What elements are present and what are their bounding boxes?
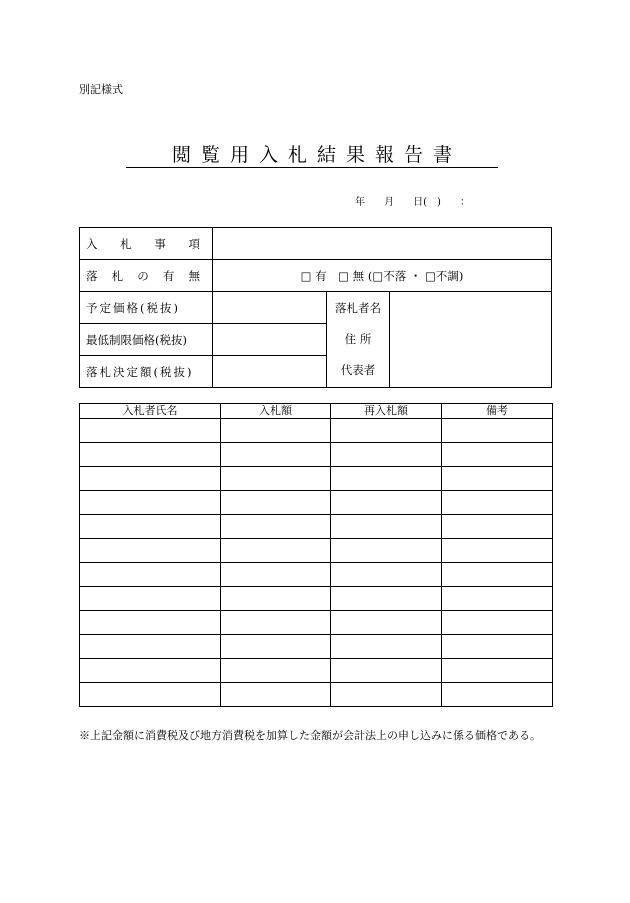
- winner-representative-label: 代表者: [340, 363, 376, 377]
- label-char: の: [137, 268, 151, 283]
- rebid-amount-cell[interactable]: [331, 491, 442, 515]
- winner-address-label: 住 所: [344, 332, 372, 346]
- year-label: 年: [355, 197, 365, 208]
- minimum-price-label: 最低制限価格(税抜): [80, 324, 213, 356]
- bid-summary-table: [79, 227, 552, 388]
- rebid-amount-cell[interactable]: [331, 635, 442, 659]
- bidder-name-cell[interactable]: [80, 539, 221, 563]
- rebid-amount-cell[interactable]: [331, 683, 442, 707]
- time-label: ：: [460, 197, 471, 208]
- table-row: [80, 683, 553, 707]
- bid-amount-cell[interactable]: [221, 515, 331, 539]
- bid-amount-cell[interactable]: [221, 635, 331, 659]
- bidder-name-cell[interactable]: [80, 587, 221, 611]
- bidder-name-cell[interactable]: [80, 491, 221, 515]
- bidder-name-cell[interactable]: [80, 635, 221, 659]
- bid-amount-cell[interactable]: [221, 563, 331, 587]
- table-row: [80, 635, 553, 659]
- bidder-name-cell[interactable]: [80, 443, 221, 467]
- winner-info-value[interactable]: [390, 292, 552, 388]
- bidder-name-cell[interactable]: [80, 467, 221, 491]
- table-row: [80, 563, 553, 587]
- bid-item-label-text: [86, 236, 212, 252]
- award-status-label: [80, 260, 213, 292]
- bid-amount-cell[interactable]: [221, 491, 331, 515]
- rebid-amount-cell[interactable]: [331, 419, 442, 443]
- title-underline: [126, 143, 498, 168]
- remarks-cell[interactable]: [442, 683, 553, 707]
- label-char: 入: [86, 236, 100, 251]
- table-row: [80, 443, 553, 467]
- remarks-cell[interactable]: [442, 539, 553, 563]
- rebid-amount-cell[interactable]: [331, 611, 442, 635]
- month-label: 月: [384, 197, 395, 208]
- bid-amount-cell[interactable]: [221, 539, 331, 563]
- table-row: [80, 587, 553, 611]
- rebid-amount-cell[interactable]: [331, 587, 442, 611]
- remarks-cell[interactable]: [442, 443, 553, 467]
- rebid-amount-cell[interactable]: [331, 515, 442, 539]
- remarks-cell[interactable]: [442, 587, 553, 611]
- bid-amount-cell[interactable]: [221, 443, 331, 467]
- label-char: 落: [86, 268, 100, 283]
- rebid-amount-cell[interactable]: [331, 539, 442, 563]
- rebid-amount-cell[interactable]: [331, 443, 442, 467]
- form-label: 別記様式: [79, 83, 123, 96]
- rebid-amount-cell[interactable]: [331, 563, 442, 587]
- rebid-amount-cell[interactable]: [331, 467, 442, 491]
- document-title: 閲覧用入札結果報告書: [171, 144, 462, 166]
- bid-amount-cell[interactable]: [221, 683, 331, 707]
- minimum-price-value[interactable]: [213, 324, 327, 356]
- winner-name-label: 落札者名: [335, 301, 381, 315]
- estimated-price-value[interactable]: [213, 292, 327, 324]
- remarks-cell[interactable]: [442, 563, 553, 587]
- bid-amount-cell[interactable]: [221, 659, 331, 683]
- bid-amount-cell[interactable]: [221, 587, 331, 611]
- remarks-cell[interactable]: [442, 659, 553, 683]
- remarks-cell[interactable]: [442, 611, 553, 635]
- award-status-options[interactable]: □ 有 □ 無 (□不落 ・ □不調): [213, 260, 552, 292]
- bidder-name-cell[interactable]: [80, 683, 221, 707]
- remarks-cell[interactable]: [442, 467, 553, 491]
- bidder-name-cell[interactable]: [80, 419, 221, 443]
- bid-amount-cell[interactable]: [221, 419, 331, 443]
- table-row: [80, 491, 553, 515]
- table-row: [80, 659, 553, 683]
- bid-amount-cell[interactable]: [221, 467, 331, 491]
- award-amount-label: 落札決定額(税抜): [80, 356, 213, 388]
- col-remarks: 備考: [442, 404, 553, 419]
- label-char: 札: [111, 268, 126, 283]
- bidder-name-cell[interactable]: [80, 563, 221, 587]
- bid-item-label: [80, 228, 213, 260]
- footnote: ※上記金額に消費税及び地方消費税を加算した金額が会計法上の申し込みに係る価格である。: [79, 729, 541, 742]
- day-label: 日( ): [413, 197, 441, 208]
- bidder-name-cell[interactable]: [80, 659, 221, 683]
- award-amount-value[interactable]: [213, 356, 327, 388]
- winner-labels-cell: [327, 292, 390, 388]
- remarks-cell[interactable]: [442, 635, 553, 659]
- label-char: 有: [162, 268, 177, 283]
- bidder-name-cell[interactable]: [80, 611, 221, 635]
- rebid-amount-cell[interactable]: [331, 659, 442, 683]
- remarks-cell[interactable]: [442, 515, 553, 539]
- label-char: 無: [188, 268, 202, 283]
- date-line: [355, 193, 470, 208]
- table-row: [80, 515, 553, 539]
- award-status-label-text: [86, 268, 212, 284]
- table-row: [80, 611, 553, 635]
- estimated-price-label: 予定価格(税抜): [80, 292, 213, 324]
- table-row: [80, 467, 553, 491]
- bidder-name-cell[interactable]: [80, 515, 221, 539]
- label-char: 項: [188, 236, 202, 251]
- remarks-cell[interactable]: [442, 491, 553, 515]
- col-bid-amount: 入札額: [221, 404, 331, 419]
- bid-amount-cell[interactable]: [221, 611, 331, 635]
- remarks-cell[interactable]: [442, 419, 553, 443]
- bidders-table: [79, 403, 553, 707]
- label-char: 札: [120, 236, 134, 251]
- table-row: [80, 539, 553, 563]
- bid-item-value[interactable]: [213, 228, 552, 260]
- col-bidder-name: 入札者氏名: [80, 404, 221, 419]
- label-char: 事: [154, 236, 168, 251]
- col-rebid-amount: 再入札額: [331, 404, 442, 419]
- table-row: [80, 419, 553, 443]
